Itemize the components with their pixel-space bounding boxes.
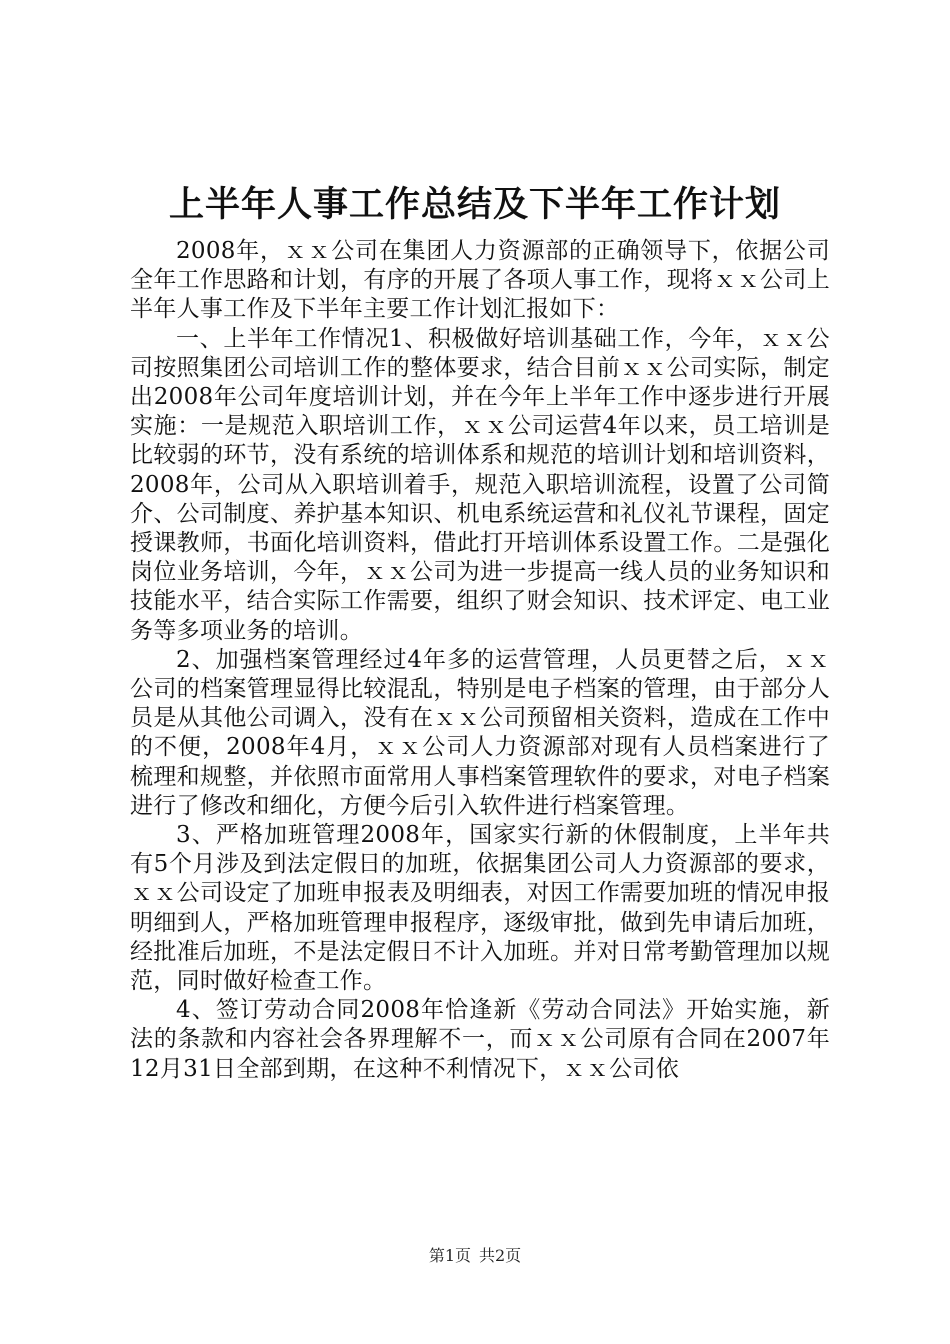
paragraph-training: 一、上半年工作情况1、积极做好培训基础工作，今年，ｘｘ公司按照集团公司培训工作的整体要求，结合目前ｘｘ公司实际，制定出2008年公司年度培训计划，并在今年上半年工作中逐步进行开展实施：一是规范入职培训工作，ｘｘ公司运营4年以来，员工培训是比较弱的环节，没有系统的培训体系和规范的培训计划和培训资料，2008年，公司从入职培训着手，规范入职培训流程，设置了公司简介、公司制度、养护基本知识、机电系统运营和礼仪礼节课程，固定授课教师，书面化培训资料，借此打开培训体系设置工作。二是强化岗位业务培训，今年，ｘｘ公司为进一步提高一线人员的业务知识和技能水平，结合实际工作需要，组织了财会知识、技术评定、电工业务等多项业务的培训。	[130, 325, 830, 644]
document-body	[130, 237, 830, 1084]
paragraph-intro: 2008年，ｘｘ公司在集团人力资源部的正确领导下，依据公司全年工作思路和计划，有序的开展了各项人事工作，现将ｘｘ公司上半年人事工作及下半年主要工作计划汇报如下：	[130, 238, 830, 323]
paragraph-archives: 2、加强档案管理经过4年多的运营管理，人员更替之后，ｘｘ公司的档案管理显得比较混乱，特别是电子档案的管理，由于部分人员是从其他公司调入，没有在ｘｘ公司预留相关资料，造成在工作中的不便，2008年4月，ｘｘ公司人力资源部对现有人员档案进行了梳理和规整，并依照市面常用人事档案管理软件的要求，对电子档案进行了修改和细化，方便今后引入软件进行档案管理。	[130, 646, 830, 819]
document-title: 上半年人事工作总结及下半年工作计划	[168, 184, 781, 225]
paragraph-contracts: 4、签订劳动合同2008年恰逢新《劳动合同法》开始实施，新法的条款和内容社会各界理解不一，而ｘｘ公司原有合同在2007年12月31日全部到期，在这种不利情况下，ｘｘ公司依	[130, 997, 830, 1082]
page-number: 第1页	[428, 1246, 471, 1265]
paragraph-overtime: 3、严格加班管理2008年，国家实行新的休假制度，上半年共有5个月涉及到法定假日的加班，依据集团公司人力资源部的要求，ｘｘ公司设定了加班申报表及明细表，对因工作需要加班的情况申报明细到人，严格加班管理申报程序，逐级审批，做到先申请后加班，经批准后加班，不是法定假日不计入加班。并对日常考勤管理加以规范，同时做好检查工作。	[130, 822, 830, 995]
page-footer	[0, 1246, 950, 1266]
page-total: 共2页	[479, 1246, 522, 1265]
